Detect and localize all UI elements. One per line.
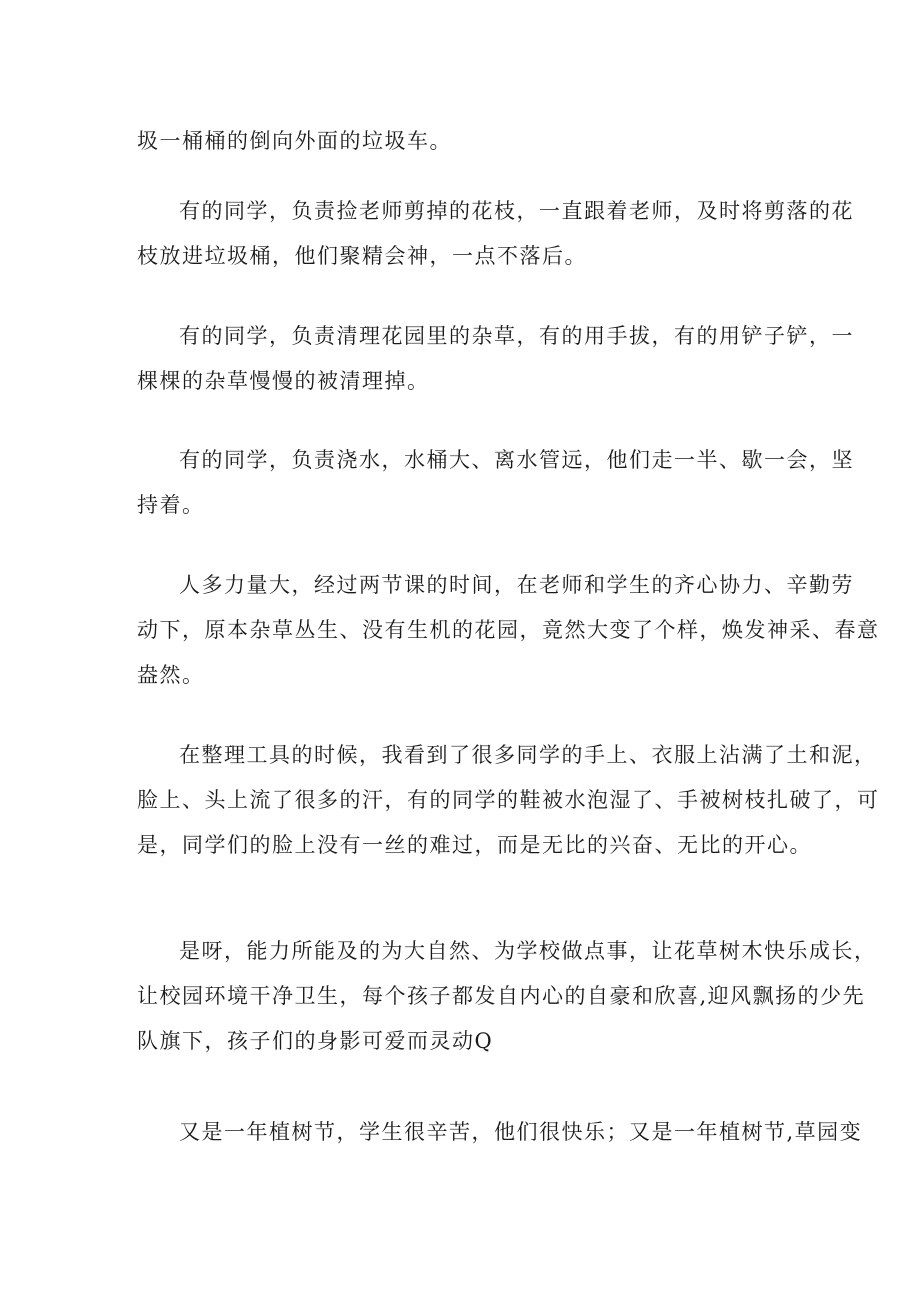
text-line: 让校园环境干净卫生，每个孩子都发自内心的自豪和欣喜,迎风飘扬的少先	[137, 984, 866, 1008]
paragraph-1	[137, 119, 797, 164]
paragraph-2	[137, 189, 854, 279]
text-line: 有的同学，负责捡老师剪掉的花枝，一直跟着老师，及时将剪落的花	[179, 199, 854, 223]
paragraph-5	[137, 563, 880, 698]
text-line: 人多力量大，经过两节课的时间，在老师和学生的齐心协力、辛勤劳	[179, 573, 854, 597]
text-line: 动下，原本杂草丛生、没有生机的花园，竟然大变了个样，焕发神采、春意	[137, 618, 880, 642]
text-line: 盎然。	[137, 663, 205, 687]
text-line: 有的同学，负责浇水，水桶大、离水管远，他们走一半、歇一会，坚	[179, 448, 854, 472]
text-line: 圾一桶桶的倒向外面的垃圾车。	[137, 129, 452, 153]
text-line: 是呀，能力所能及的为大自然、为学校做点事，让花草树木快乐成长，	[179, 939, 877, 963]
paragraph-6	[137, 733, 880, 868]
text-line: 有的同学，负责清理花园里的杂草，有的用手拔，有的用铲子铲，一	[179, 324, 854, 348]
text-line: 枝放进垃圾桶，他们聚精会神，一点不落后。	[137, 244, 587, 268]
paragraph-8	[137, 1110, 863, 1155]
text-line: 棵棵的杂草慢慢的被清理掉。	[137, 369, 430, 393]
paragraph-7	[137, 929, 877, 1064]
text-line: 是，同学们的脸上没有一丝的难过，而是无比的兴奋、无比的开心。	[137, 833, 812, 857]
paragraph-4	[137, 438, 854, 528]
text-line: 脸上、头上流了很多的汗，有的同学的鞋被水泡湿了、手被树枝扎破了，可	[137, 788, 880, 812]
text-line: 队旗下，孩子们的身影可爱而灵动Q	[137, 1029, 494, 1053]
text-line: 在整理工具的时候，我看到了很多同学的手上、衣服上沾满了土和泥，	[179, 743, 877, 767]
text-line: 又是一年植树节，学生很辛苦，他们很快乐；又是一年植树节,草园变	[179, 1120, 863, 1144]
text-line: 持着。	[137, 493, 205, 517]
paragraph-3	[137, 314, 854, 404]
